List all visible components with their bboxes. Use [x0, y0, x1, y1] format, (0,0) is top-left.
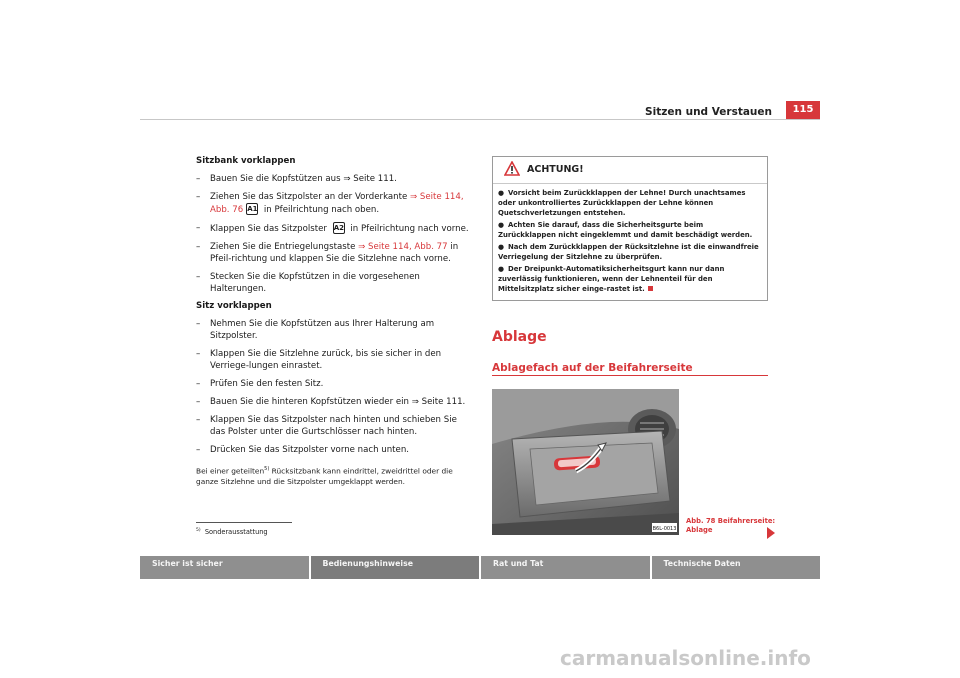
warning-header [493, 157, 767, 184]
step-item [196, 173, 472, 185]
left-column [196, 156, 472, 487]
warning-title: ACHTUNG! [527, 164, 584, 175]
page-header-title: Sitzen und Verstauen [645, 106, 772, 118]
section-title-sitz: Sitz vorklappen [196, 301, 272, 311]
warning-item: ● Vorsicht beim Zurückklappen der Lehne! Durch unachtsames oder unkontrolliertes Zurückklappen der Lehne können Quetschverletzungen entstehen. [498, 189, 746, 217]
step-text: Prüfen Sie den festen Sitz. [210, 379, 324, 389]
warning-triangle-icon [504, 161, 520, 176]
header-rule [140, 119, 820, 120]
page-number: 115 [786, 101, 820, 119]
warning-box [492, 156, 768, 301]
next-page-arrow-icon[interactable] [767, 527, 775, 539]
watermark: carmanualsonline.info [560, 646, 811, 670]
step-text: Klappen Sie das Sitzpolster [210, 224, 330, 234]
page-reference-link[interactable]: ⇒ Seite 114, Abb. 76 [210, 192, 464, 215]
step-item: – Drücken Sie das Sitzpolster vorne nach unten. [196, 444, 472, 456]
step-item: – Nehmen Sie die Kopfstützen aus Ihrer Halterung am Sitzpolster. [196, 318, 472, 342]
bullet: ● [498, 189, 505, 197]
warning-item: ● Der Dreipunkt-Automatiksicherheitsgurt kann nur dann zuverlässig funktionieren, wenn der Lehnenteil für den Mittelsitzplatz sicher einge-rastet ist. [498, 265, 725, 293]
subsection-rule [492, 375, 768, 376]
step-item: – Ziehen Sie die Entriegelungstaste ⇒ Seite 114, Abb. 77 in Pfeil-richtung und klappen Sie die Sitzlehne nach vorne. [196, 242, 459, 264]
end-mark [648, 286, 653, 291]
warning-body [493, 184, 767, 294]
warning-item: ● Nach dem Zurückklappen der Rücksitzlehne ist die einwandfreie Verriegelung der Sitzlehne zu überprüfen. [498, 243, 759, 261]
figure-caption: Abb. 78 Beifahrerseite: Ablage [686, 517, 776, 534]
figure-code: B6L-0013 [652, 526, 677, 532]
step-text: in Pfeil-richtung und klappen Sie die Sitzlehne nach vorne. [210, 242, 459, 264]
subsection-heading: Ablagefach auf der Beifahrerseite [492, 362, 693, 374]
step-item: – Stecken Sie die Kopfstützen in die vorgesehenen Halterungen. [196, 271, 472, 295]
step-text: Ziehen Sie das Sitzpolster an der Vorderkante [210, 192, 410, 202]
step-text: Nehmen Sie die Kopfstützen aus Ihrer Halterung am Sitzpolster. [210, 319, 435, 341]
warning-item: ● Achten Sie darauf, dass die Sicherheitsgurte beim Zurückklappen nicht eingeklemmt und damit beschädigt werden. [498, 221, 753, 239]
page-reference-link[interactable]: ⇒ Seite 114, Abb. 77 [358, 242, 448, 252]
section-heading: Ablage [492, 329, 547, 345]
step-text: in Pfeilrichtung nach vorne. [347, 224, 469, 234]
tab-sicher-ist-sicher[interactable]: Sicher ist sicher [140, 556, 309, 579]
step-item: – Prüfen Sie den festen Sitz. [196, 378, 472, 390]
callout-badge: A2 [333, 224, 344, 232]
footnote-rule [196, 522, 292, 523]
step-text: Klappen Sie das Sitzpolster nach hinten und schieben Sie das Polster unter die Gurtschlösser nach hinten. [210, 415, 457, 437]
step-text: Stecken Sie die Kopfstützen in die vorgesehenen Halterungen. [210, 272, 420, 294]
section-title-sitzbank: Sitzbank vorklappen [196, 156, 296, 166]
footnote-ref: 5) [264, 466, 270, 472]
step-item: – Bauen Sie die hinteren Kopfstützen wieder ein ⇒ Seite 111. [196, 396, 472, 408]
info-note: Bei einer geteilten$^{5)}$ Rücksitzbank kann eindrittel, zweidrittel oder die ganze Sitzlehne und die Sitzpolster umgeklappt werden. [196, 466, 453, 486]
step-text: Klappen Sie die Sitzlehne zurück, bis sie sicher in den Verriege-lungen einrastet. [210, 349, 442, 371]
step-text: Bauen Sie die Kopfstützen aus [210, 174, 344, 184]
callout-badge: A1 [247, 205, 258, 213]
glovebox-figure [492, 389, 679, 535]
step-text: Bauen Sie die hinteren Kopfstützen wieder ein ⇒ Seite 111. [210, 397, 466, 407]
tab-bedienungshinweise[interactable]: Bedienungshinweise [311, 556, 480, 579]
step-item: – Ziehen Sie das Sitzpolster an der Vorderkante ⇒ Seite 114, Abb. 76 A1 in Pfeilrichtung nach oben. [196, 192, 464, 215]
step-item: – Klappen Sie das Sitzpolster nach hinten und schieben Sie das Polster unter die Gurtschlösser nach hinten. [196, 414, 472, 438]
glovebox-illustration [492, 389, 679, 535]
step-text: Drücken Sie das Sitzpolster vorne nach unten. [210, 445, 410, 455]
footer-nav [140, 556, 820, 579]
step-item: – Klappen Sie das Sitzpolster A2 in Pfeilrichtung nach vorne. [196, 223, 469, 234]
step-text: in Pfeilrichtung nach oben. [261, 205, 380, 215]
tab-technische-daten[interactable]: Technische Daten [652, 556, 821, 579]
arrow-glyph: ⇒ [343, 174, 351, 184]
footnote: $^{5)}$ Sonderausstattung [196, 528, 268, 537]
tab-rat-und-tat[interactable]: Rat und Tat [481, 556, 650, 579]
dash: – [196, 174, 201, 184]
step-text: Ziehen Sie die Entriegelungstaste [210, 242, 359, 252]
step-text: Seite 111. [350, 174, 397, 184]
step-item: – Klappen Sie die Sitzlehne zurück, bis sie sicher in den Verriege-lungen einrastet. [196, 348, 472, 372]
